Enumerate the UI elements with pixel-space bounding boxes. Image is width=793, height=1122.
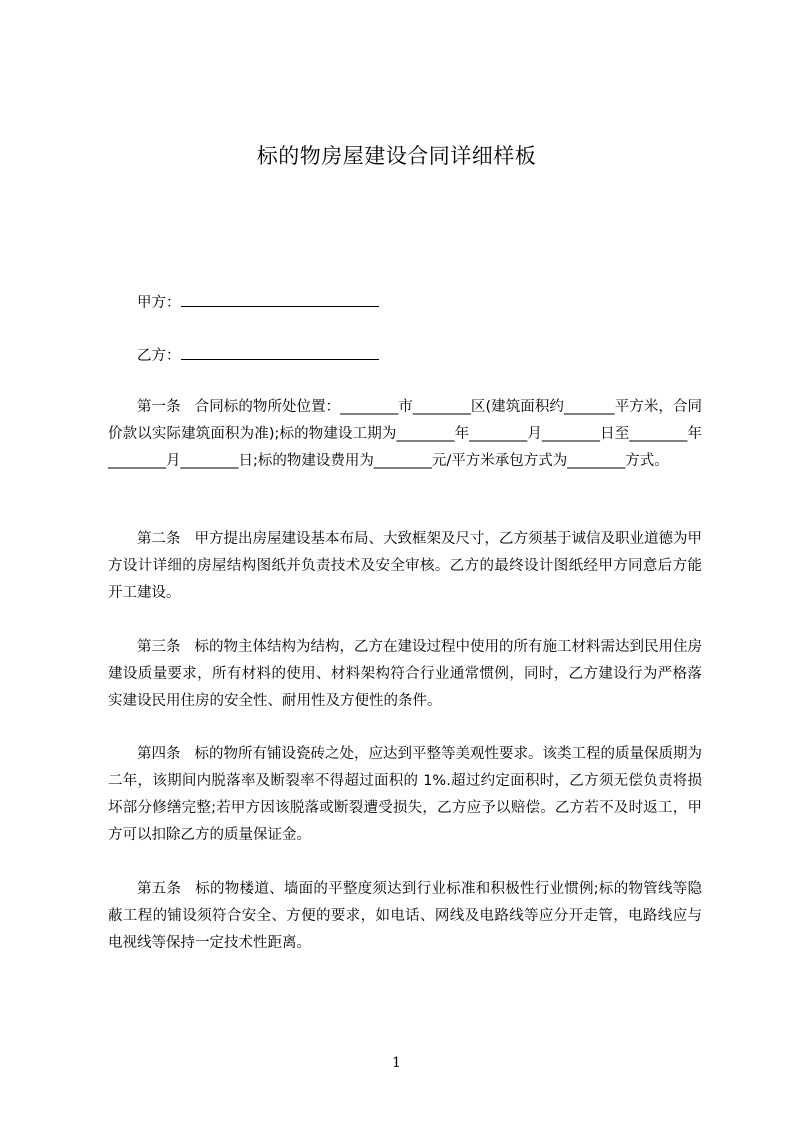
clause-label: 第五条 — [137, 881, 182, 897]
document-title: 标的物房屋建设合同详细样板 — [256, 144, 537, 168]
clause-text: 标的物所有铺设瓷砖之处，应达到平整等美观性要求。该类工程的质量保质期为二年，该期间内脱落率及断裂率不得超过面积的 1%.超过约定面积时，乙方须无偿负责将损坏部分修缮完整;若甲方因该脱落或断裂遭受损失，乙方应予以赔偿。乙方若不及时返工，甲方可以扣除乙方的质量保证金。 — [108, 746, 702, 843]
clause-label: 第二条 — [137, 531, 181, 547]
clause-label: 第四条 — [137, 746, 181, 762]
page-number: 1 — [392, 1055, 401, 1071]
party-b-line — [137, 345, 379, 366]
party-b-label: 乙方： — [137, 348, 181, 364]
clause-label: 第三条 — [137, 639, 181, 655]
clause-3 — [108, 634, 702, 715]
clause-4 — [108, 741, 702, 849]
clause-5 — [108, 876, 702, 957]
party-b-blank — [181, 345, 379, 360]
clause-2 — [108, 526, 702, 607]
party-a-blank — [181, 292, 379, 307]
party-a-label: 甲方： — [137, 295, 181, 311]
clause-1 — [108, 394, 702, 475]
clause-text: 甲方提出房屋建设基本布局、大致框架及尺寸，乙方须基于诚信及职业道德为甲方设计详细的房屋结构图纸并负责技术及安全审核。乙方的最终设计图纸经甲方同意后方能开工建设。 — [108, 531, 702, 601]
clause-text: 合同标的物所处位置：________市________区(建筑面积约_______平方米，合同价款以实际建筑面积为准);标的物建设工期为________年________月________日至________年________月________日;标的物建设费用为________元/平方米承包方式为________方式。 — [108, 399, 703, 469]
clause-text: 标的物主体结构为结构，乙方在建设过程中使用的所有施工材料需达到民用住房建设质量要求，所有材料的使用、材料架构符合行业通常惯例，同时，乙方建设行为严格落实建设民用住房的安全性、耐用性及方便性的条件。 — [108, 639, 702, 709]
clause-text: 标的物楼道、墙面的平整度须达到行业标准和积极性行业惯例;标的物管线等隐蔽工程的铺设须符合安全、方便的要求，如电话、网线及电路线等应分开走管，电路线应与电视线等保持一定技术性距离。 — [108, 881, 702, 951]
party-a-line — [137, 292, 379, 313]
clause-label: 第一条 — [137, 399, 181, 415]
